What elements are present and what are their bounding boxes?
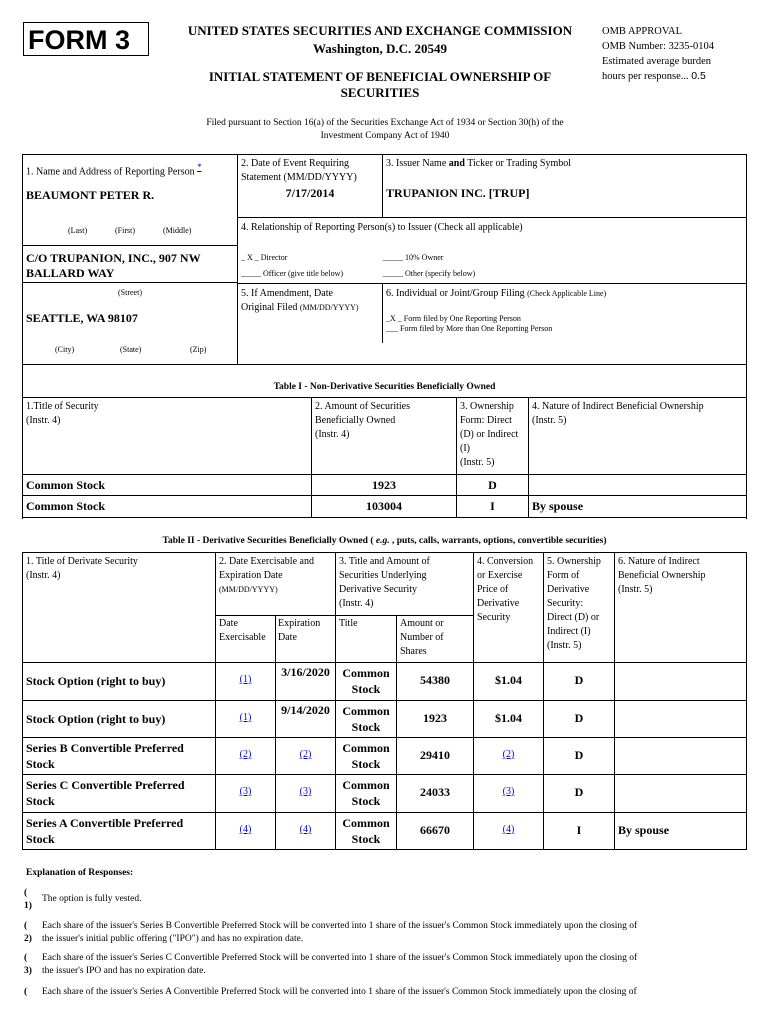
event-date-value: 7/17/2014 (285, 186, 335, 200)
ownership-form: D (574, 785, 584, 799)
reporting-person-name: BEAUMONT PETER R. (26, 188, 155, 202)
derivative-title: Series B Convertible Preferred Stock (26, 741, 184, 771)
table1-col4-header: 4. Nature of Indirect Beneficial Ownership (Instr. 5) (532, 401, 704, 426)
expiration-footnote-link[interactable]: (2) (299, 749, 312, 760)
ownership-nature: By spouse (532, 499, 584, 513)
date-exercisable-footnote-link[interactable]: (1) (239, 674, 252, 685)
filing-type-label: 6. Individual or Joint/Group Filing (Check Applicable Line) (386, 288, 607, 299)
date-exercisable-footnote-link[interactable]: (1) (239, 712, 252, 723)
date-exercisable-footnote-link[interactable]: (3) (239, 786, 252, 797)
omb-hours: 0.5 (691, 70, 706, 82)
omb-line1: OMB APPROVAL (602, 26, 683, 37)
more-person-filing-option[interactable]: ___ Form filed by More than One Reporting Person (386, 324, 553, 333)
city-state-zip: SEATTLE, WA 98107 (26, 311, 138, 325)
underlying-amount: 54380 (420, 673, 450, 687)
other-checkbox[interactable]: _____ Other (specify below) (383, 269, 476, 278)
date-exercisable-footnote-link[interactable]: (2) (239, 749, 252, 760)
price-footnote-link[interactable]: (4) (502, 824, 515, 835)
date-exercisable-header: Date Exercisable (219, 618, 266, 643)
city-label: (City) (55, 345, 75, 354)
derivative-title: Stock Option (right to buy) (26, 712, 166, 726)
underlying-title: Common Stock (342, 741, 390, 771)
event-date-label: 2. Date of Event Requiring Statement (MM/DD/YYYY) (241, 158, 357, 183)
derivative-title: Stock Option (right to buy) (26, 674, 166, 688)
table1-col3-header: 3. Ownership Form: Direct (D) or Indirect (I) (Instr. 5) (460, 401, 519, 468)
conversion-price: $1.04 (495, 711, 522, 725)
price-footnote-link[interactable]: (3) (502, 786, 515, 797)
omb-line2: OMB Number: 3235-0104 (602, 41, 714, 52)
ownership-form: I (490, 499, 495, 513)
derivative-title: Series C Convertible Preferred Stock (26, 778, 185, 808)
footnote-number: ( (24, 987, 28, 997)
form-number-box: FORM 3 (23, 22, 149, 56)
table1-col2-header: 2. Amount of Securities Beneficially Owned (Instr. 4) (315, 401, 410, 440)
expiration-footnote-link[interactable]: (3) (299, 786, 312, 797)
expiration-date: 3/16/2020 (281, 665, 330, 679)
derivative-title: Series A Convertible Preferred Stock (26, 816, 184, 846)
state-label: (State) (120, 345, 142, 354)
table2-col3-header: 3. Title and Amount of Securities Underlying Derivative Security (Instr. 4) (339, 556, 430, 609)
table2-col5-header: 5. Ownership Form of Derivative Security: Direct (D) or Indirect (I) (Instr. 5) (547, 556, 601, 651)
expiration-footnote-link[interactable]: (4) (299, 824, 312, 835)
ownership-form: D (574, 711, 584, 725)
omb-approval-block (602, 24, 762, 84)
date-exercisable-footnote-link[interactable]: (4) (239, 824, 252, 835)
street-address: C/O TRUPANION, INC., 907 NW BALLARD WAY (26, 251, 201, 280)
table2-col4-header: 4. Conversion or Exercise Price of Derivative Security (477, 556, 534, 623)
ownership-form: D (574, 748, 584, 762)
one-person-filing-option[interactable]: _X _ Form filed by One Reporting Person (386, 314, 521, 323)
form-title-line1: INITIAL STATEMENT OF BENEFICIAL OWNERSHIP OF (208, 69, 552, 84)
footnote-number: ( 2) (24, 921, 32, 944)
security-title: Common Stock (26, 478, 106, 492)
ownership-form: D (488, 478, 497, 492)
table2-col2-header: 2. Date Exercisable and Expiration Date (MM/DD/YYYY) (219, 556, 314, 594)
amendment-label: 5. If Amendment, Date Original Filed (MM/DD/YYYY) (241, 288, 359, 313)
security-amount: 1923 (372, 478, 396, 492)
agency-name: UNITED STATES SECURITIES AND EXCHANGE COMMISSION (187, 23, 573, 38)
issuer-label: 3. Issuer Name and Ticker or Trading Symbol (386, 158, 572, 169)
ownership-nature: By spouse (618, 823, 670, 837)
explanation-heading: Explanation of Responses: (26, 868, 134, 878)
table2-col1-header: 1. Title of Derivate Security (Instr. 4) (26, 556, 138, 581)
security-amount: 103004 (366, 499, 402, 513)
underlying-amount: 29410 (420, 748, 450, 762)
relationship-label: 4. Relationship of Reporting Person(s) to Issuer (Check all applicable) (241, 222, 523, 233)
underlying-title: Common Stock (342, 816, 390, 846)
underlying-amount: 66670 (420, 823, 450, 837)
conversion-price: $1.04 (495, 673, 522, 687)
table2-col6-header: 6. Nature of Indirect Beneficial Ownership (Instr. 5) (618, 556, 706, 595)
underlying-title-header: Title (339, 618, 358, 629)
middle-name-label: (Middle) (163, 226, 192, 235)
expiration-date: 9/14/2020 (281, 703, 330, 717)
footnote-number: ( 3) (24, 953, 32, 976)
omb-line3: Estimated average burden (602, 56, 712, 67)
ownership-form: D (574, 673, 584, 687)
issuer-name: TRUPANION INC. [TRUP] (386, 186, 530, 200)
officer-checkbox[interactable]: _____ Officer (give title below) (241, 269, 344, 278)
footnote-star-link[interactable]: * (197, 162, 202, 172)
table2-title: Table II - Derivative Securities Beneficially Owned ( e.g. , puts, calls, warrants, options, convertible securities) (162, 536, 607, 546)
underlying-amount-header: Amount or Number of Shares (400, 618, 444, 657)
underlying-title: Common Stock (342, 666, 390, 696)
agency-location: Washington, D.C. 20549 (313, 41, 447, 56)
filed-pursuant-note: Filed pursuant to Section 16(a) of the Securities Exchange Act of 1934 or Section 30(h) of the Investment Company Act of 1940 (206, 118, 564, 141)
street-label: (Street) (118, 288, 142, 297)
last-name-label: (Last) (68, 226, 88, 235)
table1-col1-header: 1.Title of Security (Instr. 4) (26, 401, 99, 426)
footnote-text: Each share of the issuer's Series C Convertible Preferred Stock will be converted into 1 share of the issuer's Common Stock immediately upon the closing of the issuer's IPO and has no expiration date. (42, 953, 638, 976)
form-title-line2: SECURITIES (340, 85, 420, 100)
underlying-amount: 1923 (423, 711, 447, 725)
footnote-number: ( 1) (24, 888, 32, 911)
director-checkbox[interactable]: _ X _ Director (241, 253, 288, 262)
footnote-text: Each share of the issuer's Series A Convertible Preferred Stock will be converted into 1 share of the issuer's Common Stock immediately upon the closing of (42, 987, 637, 997)
expiration-date-header: Expiration Date (278, 618, 321, 643)
security-title: Common Stock (26, 499, 106, 513)
table1-title: Table I - Non-Derivative Securities Beneficially Owned (273, 382, 496, 392)
ownership-form: I (576, 823, 582, 837)
omb-line4: hours per response... 0.5 (602, 70, 706, 82)
underlying-amount: 24033 (420, 785, 450, 799)
footnote-text: Each share of the issuer's Series B Convertible Preferred Stock will be converted into 1 share of the issuer's Common Stock immediately upon the closing of the issuer's initial public offering ("IPO") and has no expiration date. (42, 921, 638, 944)
underlying-title: Common Stock (342, 778, 390, 808)
price-footnote-link[interactable]: (2) (502, 749, 515, 760)
first-name-label: (First) (115, 226, 135, 235)
underlying-title: Common Stock (342, 704, 390, 734)
ten-pct-owner-checkbox[interactable]: _____ 10% Owner (383, 253, 444, 262)
footnote-text: The option is fully vested. (42, 894, 142, 904)
reporting-person-label: 1. Name and Address of Reporting Person * (26, 162, 202, 178)
zip-label: (Zip) (190, 345, 207, 354)
